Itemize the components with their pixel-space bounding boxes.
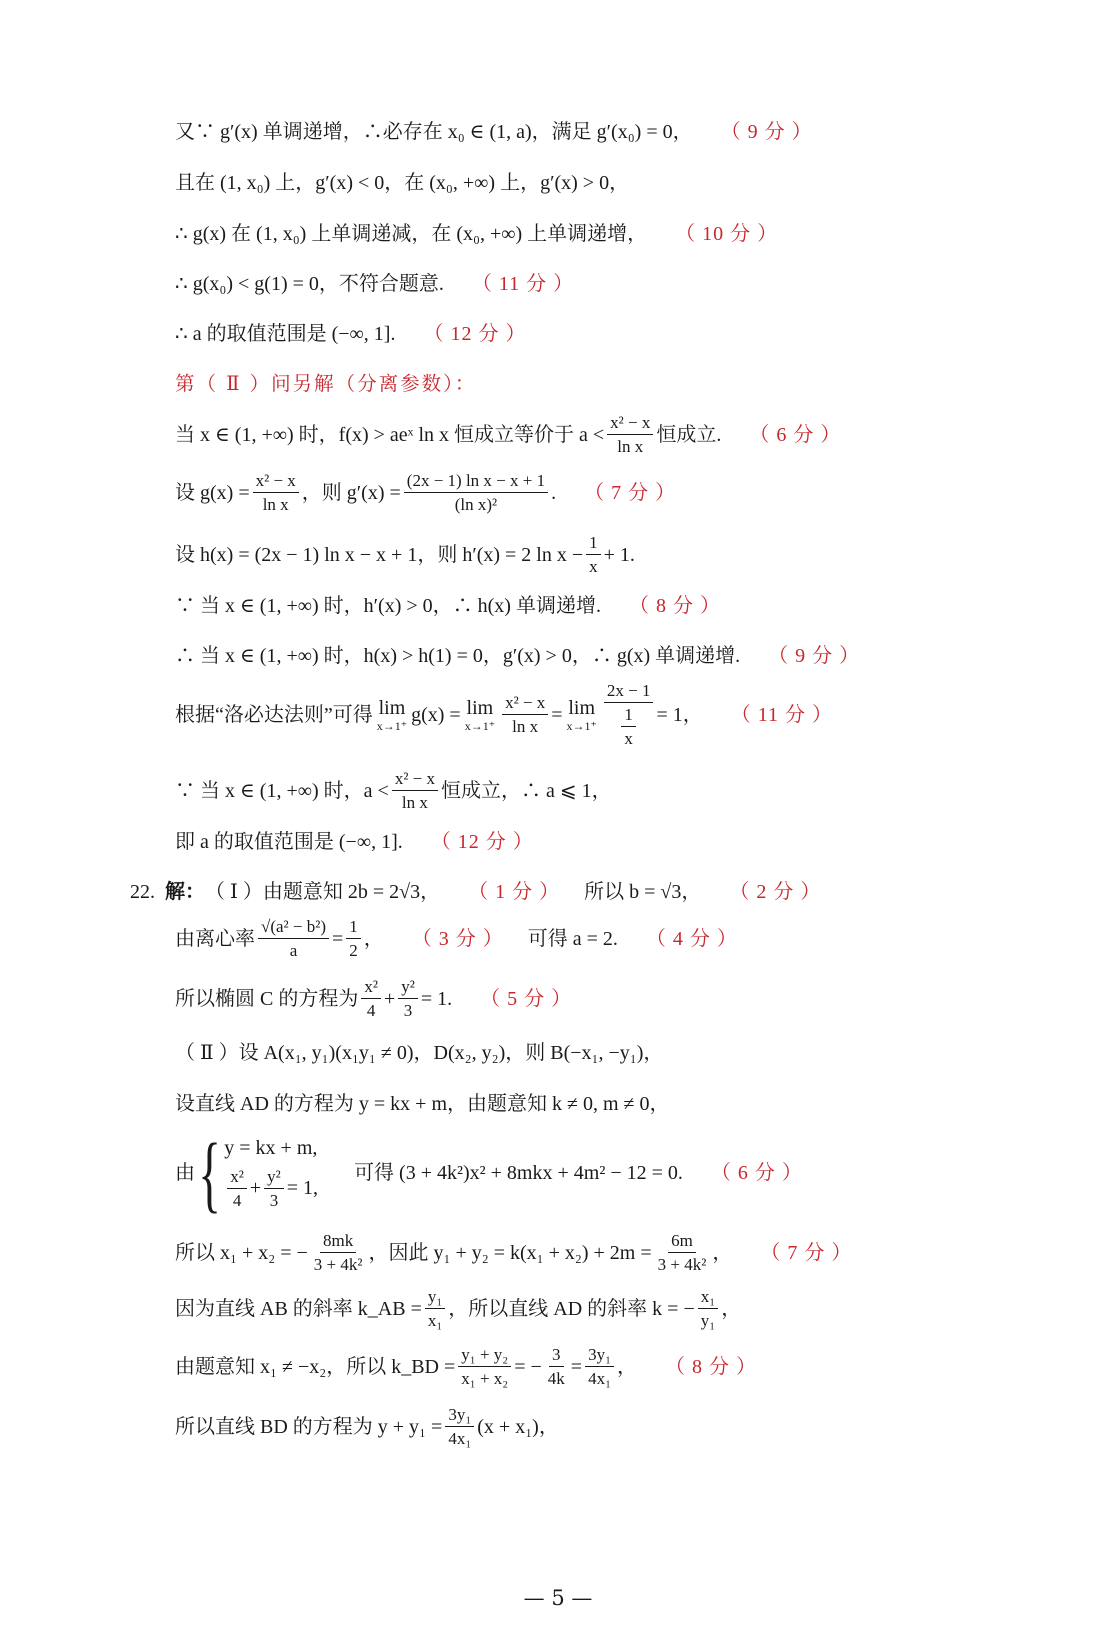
text: = xyxy=(570,1355,583,1378)
fraction xyxy=(545,1346,568,1387)
numerator: 8mk xyxy=(320,1232,356,1253)
text: ∵ 当 x ∈ (1, +∞) 时，a < xyxy=(175,779,389,802)
solution-label: 解： xyxy=(165,881,205,903)
text-line xyxy=(175,224,778,244)
denominator: (ln x)² xyxy=(454,495,498,514)
text: 所以 x₁ + x₂ = − xyxy=(175,1241,308,1264)
numerator: 3 xyxy=(549,1346,564,1367)
text: (x + x₁)， xyxy=(477,1415,559,1438)
lim-subscript: x→1⁺ xyxy=(566,718,597,733)
text: . xyxy=(551,481,557,504)
fraction xyxy=(607,414,653,455)
text: 恒成立. xyxy=(656,423,722,446)
text: 设 h(x) = (2x − 1) ln x − x + 1，则 h′(x) = 2 ln x − xyxy=(175,543,584,566)
score-label: （ 7 分 ） xyxy=(584,481,677,504)
text-line xyxy=(175,1406,559,1447)
fraction xyxy=(398,978,418,1019)
text: ∴ 当 x ∈ (1, +∞) 时，h(x) > h(1) = 0，g′(x) > 0，∴ g(x) 单调递增. xyxy=(175,645,741,667)
fraction xyxy=(253,472,299,513)
fraction xyxy=(604,682,654,747)
question-22-line xyxy=(130,882,821,902)
text: 由题意知 x₁ ≠ −x₂，所以 k_BD = xyxy=(175,1355,456,1378)
text: = xyxy=(331,927,344,950)
denominator: x xyxy=(589,557,598,576)
text-line xyxy=(175,832,534,852)
score-label: （ 2 分 ） xyxy=(729,881,822,903)
text-line xyxy=(175,770,612,811)
text: （ Ⅰ ）由题意知 2b = 2√3， xyxy=(205,881,441,903)
score-label: （ 8 分 ） xyxy=(665,1355,757,1378)
fraction xyxy=(361,978,381,1019)
numerator: x² − x xyxy=(607,414,653,435)
denominator: 4x₁ xyxy=(448,1429,472,1448)
text: ∴ g(x) 在 (1, x₀) 上单调递减，在 (x₀, +∞) 上单调递增， xyxy=(175,223,648,245)
denominator: y₁ xyxy=(700,1311,716,1330)
text-line xyxy=(175,324,526,344)
text: + 1. xyxy=(603,543,635,566)
fraction xyxy=(311,1232,366,1273)
limit xyxy=(465,698,495,732)
text-line xyxy=(175,472,676,513)
denominator: 3 + 4k² xyxy=(313,1255,363,1274)
text: 又∵ g′(x) 单调递增，∴必存在 x₀ ∈ (1, a)，满足 g′(x₀) = 0， xyxy=(175,121,693,143)
text-line xyxy=(175,596,721,616)
denominator: x₁ + x₂ xyxy=(461,1369,509,1388)
numerator: 6m xyxy=(668,1232,696,1253)
numerator: y₁ xyxy=(425,1288,445,1309)
text-line xyxy=(175,122,813,142)
denominator: x₁ xyxy=(427,1311,443,1330)
score-label: （ 4 分 ） xyxy=(645,927,738,950)
numerator: 3y₁ xyxy=(445,1406,474,1427)
denominator: x xyxy=(624,729,633,748)
left-brace: { xyxy=(198,1125,221,1221)
fraction xyxy=(698,1288,718,1329)
fraction xyxy=(264,1168,284,1209)
denominator: 4k xyxy=(547,1369,565,1388)
numerator: y² xyxy=(264,1168,284,1189)
alt-solution-heading: 第（ Ⅱ ）问另解（分离参数）： xyxy=(175,372,477,395)
text: 可得 (3 + 4k²)x² + 8mkx + 4m² − 12 = 0. xyxy=(354,1162,683,1184)
score-label: （ 6 分 ） xyxy=(710,1162,803,1184)
system-row xyxy=(224,1168,318,1209)
text: 由 xyxy=(175,1162,195,1184)
fraction xyxy=(425,1288,445,1329)
numerator: 1 xyxy=(346,918,361,939)
text-line xyxy=(175,1346,757,1387)
text: ， xyxy=(617,1355,637,1378)
system-rows xyxy=(224,1138,318,1209)
numerator: √(a² − b²) xyxy=(258,918,329,939)
score-label: （ 9 分 ） xyxy=(768,645,861,667)
text: 根据“洛必达法则”可得 xyxy=(175,703,373,726)
fraction xyxy=(585,1346,614,1387)
numerator: x² − x xyxy=(502,694,548,715)
text: ∴ g(x₀) < g(1) = 0，不符合题意. xyxy=(175,273,444,295)
score-label: （ 7 分 ） xyxy=(760,1241,853,1264)
text: ， xyxy=(712,1241,733,1264)
denominator: 4 xyxy=(366,1001,376,1020)
text-line xyxy=(175,173,629,193)
denominator: ln x xyxy=(262,495,289,514)
text: （ Ⅱ ）设 A(x₁, y₁)(x₁y₁ ≠ 0)，D(x₂, y₂)，则 B(−x₁, −y₁)， xyxy=(175,1042,664,1064)
fraction xyxy=(346,918,361,959)
numerator: 1 xyxy=(586,534,601,555)
text: ，因此 y₁ + y₂ = k(x₁ + x₂) + 2m = xyxy=(368,1241,652,1264)
text: 且在 (1, x₀) 上，g′(x) < 0，在 (x₀, +∞) 上，g′(x) > 0， xyxy=(175,172,630,194)
numerator: x² − x xyxy=(392,770,438,791)
text: = − xyxy=(514,1355,542,1378)
fraction xyxy=(586,534,601,575)
text-line xyxy=(175,978,572,1019)
score-label: （ 10 分 ） xyxy=(675,223,779,245)
text: = 1, xyxy=(286,1177,319,1199)
text: = 1. xyxy=(420,987,453,1010)
numerator: y² xyxy=(398,978,418,999)
score-label: （ 9 分 ） xyxy=(720,121,813,143)
text: 所以直线 BD 的方程为 y + y₁ = xyxy=(175,1415,443,1438)
text: 当 x ∈ (1, +∞) 时，f(x) > aeˣ ln x 恒成立等价于 a < xyxy=(175,423,605,446)
fraction xyxy=(392,770,438,811)
numerator: x² xyxy=(361,978,381,999)
denominator: ln x xyxy=(617,437,644,456)
text-line xyxy=(175,414,841,455)
text: + xyxy=(383,987,396,1010)
limit xyxy=(377,698,407,732)
text-line xyxy=(175,1232,852,1273)
fraction xyxy=(227,1168,247,1209)
text: ， xyxy=(721,1297,742,1320)
question-number: 22. xyxy=(130,881,155,903)
text: ，所以直线 AD 的斜率 k = − xyxy=(448,1297,695,1320)
text: 由离心率 xyxy=(175,927,255,950)
text-line xyxy=(175,646,860,666)
text: 设直线 AD 的方程为 y = kx + m，由题意知 k ≠ 0, m ≠ 0， xyxy=(175,1093,670,1115)
score-label: （ 12 分 ） xyxy=(423,323,527,345)
fraction xyxy=(621,706,636,747)
text: 所以 b = √3， xyxy=(584,881,702,903)
page-number: — 5 — xyxy=(523,1586,593,1610)
score-label: （ 12 分 ） xyxy=(430,831,534,853)
numerator: (2x − 1) ln x − x + 1 xyxy=(404,472,548,493)
score-label: （ 11 分 ） xyxy=(730,703,834,726)
equation-system xyxy=(195,1125,319,1221)
denominator xyxy=(615,703,642,747)
numerator: x² − x xyxy=(253,472,299,493)
lim-text: lim xyxy=(568,696,596,719)
text-line xyxy=(175,1125,803,1221)
numerator: 2x − 1 xyxy=(604,682,654,703)
fraction xyxy=(458,1346,511,1387)
denominator: ln x xyxy=(512,717,539,736)
text-line xyxy=(175,682,833,747)
numerator: 3y₁ xyxy=(585,1346,614,1367)
system-row: y = kx + m, xyxy=(224,1136,318,1159)
text-line xyxy=(175,534,635,575)
fraction xyxy=(655,1232,710,1273)
denominator: 2 xyxy=(349,941,358,960)
fraction xyxy=(258,918,329,959)
score-label: （ 3 分 ） xyxy=(411,927,504,950)
numerator: x² xyxy=(227,1168,247,1189)
text: 所以椭圆 C 的方程为 xyxy=(175,987,359,1010)
text: + xyxy=(249,1177,262,1199)
lim-text: lim xyxy=(466,696,494,719)
text: 因为直线 AB 的斜率 k_AB = xyxy=(175,1297,422,1320)
text-line xyxy=(175,1288,741,1329)
score-label: （ 5 分 ） xyxy=(480,987,573,1010)
text: ∴ a 的取值范围是 (−∞, 1]. xyxy=(175,323,396,345)
score-label: （ 6 分 ） xyxy=(749,423,842,446)
text: ，则 g′(x) = xyxy=(301,481,401,504)
fraction xyxy=(502,694,548,735)
text-line xyxy=(175,918,738,959)
lim-subscript: x→1⁺ xyxy=(376,718,408,733)
lim-text: lim xyxy=(378,696,406,719)
denominator: 3 + 4k² xyxy=(657,1255,707,1274)
text-line xyxy=(175,274,574,294)
text: ， xyxy=(363,927,384,950)
text: 即 a 的取值范围是 (−∞, 1]. xyxy=(175,831,403,853)
score-label: （ 8 分 ） xyxy=(628,595,721,617)
text: g(x) = xyxy=(411,703,461,726)
denominator: 4 xyxy=(232,1190,242,1210)
score-label: （ 1 分 ） xyxy=(468,881,561,903)
text-line xyxy=(175,1094,670,1114)
denominator: ln x xyxy=(401,793,428,812)
denominator: a xyxy=(289,941,298,960)
numerator: x₁ xyxy=(698,1288,718,1309)
limit xyxy=(567,698,597,732)
denominator: 3 xyxy=(269,1190,279,1210)
fraction xyxy=(445,1406,474,1447)
denominator: 4x₁ xyxy=(588,1369,611,1388)
text: ∵ 当 x ∈ (1, +∞) 时，h′(x) > 0，∴ h(x) 单调递增. xyxy=(175,595,601,617)
text: = 1， xyxy=(656,703,703,726)
text: 设 g(x) = xyxy=(175,481,250,504)
lim-subscript: x→1⁺ xyxy=(464,718,496,733)
denominator: 3 xyxy=(403,1001,413,1020)
numerator: 1 xyxy=(621,706,636,727)
text: = xyxy=(551,703,563,726)
score-label: （ 11 分 ） xyxy=(471,273,575,295)
numerator: y₁ + y₂ xyxy=(458,1346,511,1367)
text: 可得 a = 2. xyxy=(527,927,618,950)
text-line xyxy=(175,1043,663,1063)
fraction xyxy=(404,472,548,513)
text: 恒成立，∴ a ⩽ 1， xyxy=(441,779,612,802)
